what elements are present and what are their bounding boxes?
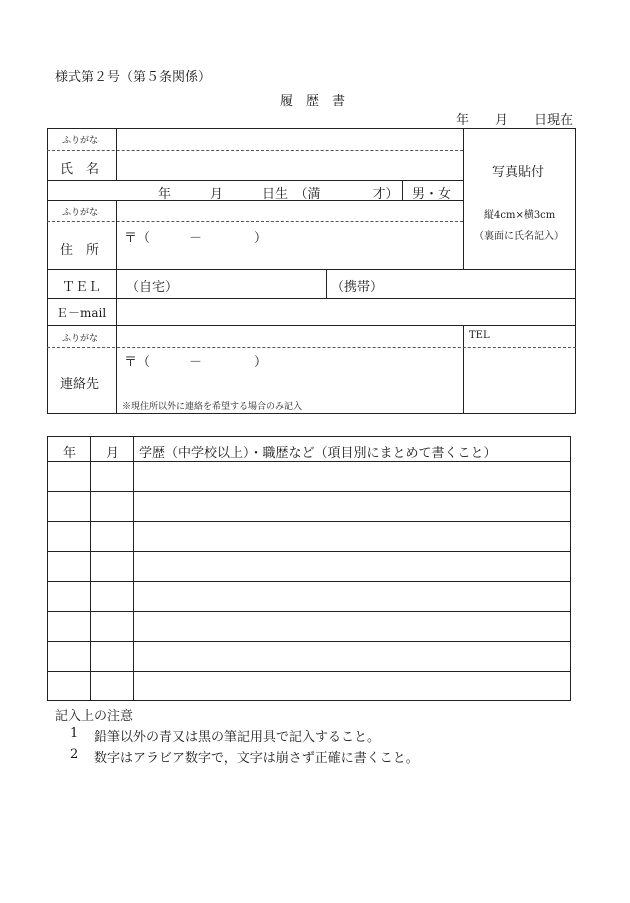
history-row[interactable] [48, 672, 570, 700]
history-row[interactable] [48, 582, 570, 610]
form-title: 履 歴 書 [280, 94, 346, 109]
gender-selector[interactable]: 男・女 [412, 187, 452, 202]
history-row[interactable] [48, 552, 570, 580]
photo-note: （裏面に氏名記入） [474, 231, 564, 242]
history-row[interactable] [48, 462, 570, 490]
address-field[interactable] [117, 244, 462, 268]
history-col-month: 月 [106, 446, 120, 461]
email-field[interactable] [117, 299, 575, 324]
history-row[interactable] [48, 492, 570, 520]
history-col-year: 年 [63, 446, 77, 461]
form-number: 様式第２号（第５条関係） [55, 70, 212, 85]
name-label: 氏 名 [60, 162, 100, 177]
name-furigana-label: ふりがな [62, 136, 99, 146]
note-text: 数字はアラビア数字で，文字は崩さず正確に書くこと。 [94, 751, 419, 766]
date-line: 年 月 日現在 [456, 113, 574, 128]
notes-heading: 記入上の注意 [55, 709, 134, 724]
note-number: 2 [70, 747, 79, 762]
photo-title: 写真貼付 [492, 165, 545, 180]
note-number: 1 [70, 726, 79, 741]
contact-label: 連絡先 [60, 377, 100, 392]
address-furigana-field[interactable] [117, 201, 462, 220]
history-row[interactable] [48, 612, 570, 640]
address-postal-code: 〒（ － ） [124, 231, 268, 246]
tel-label: ＴＥＬ [62, 280, 102, 295]
name-field[interactable] [117, 151, 462, 179]
tel-home-label: （自宅） [126, 280, 179, 295]
tel-mobile-label: （携帯） [331, 280, 384, 295]
birth-date-line: 年 月 日生 （満 才） [158, 187, 399, 202]
name-furigana-field[interactable] [117, 129, 462, 149]
contact-note: ※現住所以外に連絡を希望する場合のみ記入 [122, 402, 303, 412]
history-row[interactable] [48, 522, 570, 550]
contact-tel-label: TEL [469, 330, 490, 341]
photo-size: 縦4cm×横3cm [484, 210, 556, 221]
address-furigana-label: ふりがな [62, 208, 99, 218]
contact-furigana-label: ふりがな [62, 334, 99, 344]
contact-postal-code: 〒（ － ） [124, 355, 268, 370]
address-label: 住 所 [60, 243, 100, 258]
history-row[interactable] [48, 642, 570, 670]
history-col-detail: 学歴（中学校以上）・職歴など（項目別にまとめて書くこと） [139, 446, 497, 461]
email-label: Ｅ－mail [56, 306, 107, 320]
note-text: 鉛筆以外の青又は黒の筆記用具で記入すること。 [94, 730, 381, 745]
